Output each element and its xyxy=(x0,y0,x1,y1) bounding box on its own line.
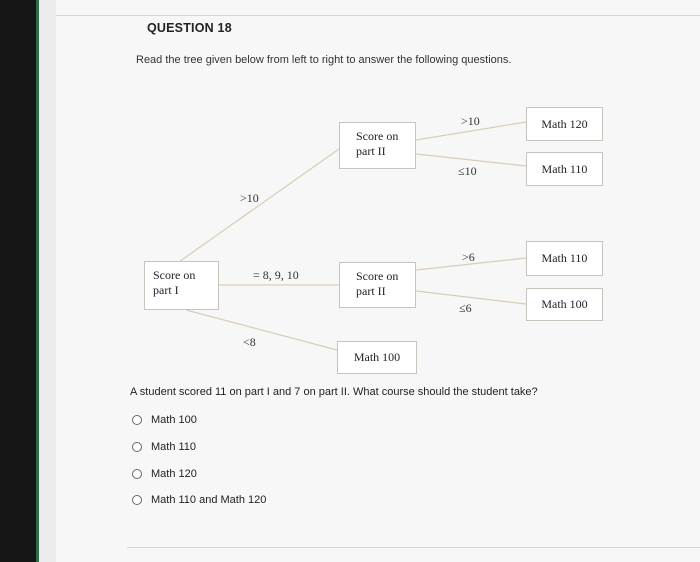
radio-icon[interactable] xyxy=(132,495,142,505)
edge-label-root-middle: = 8, 9, 10 xyxy=(253,268,299,282)
node-score-part-2-upper-line2: part II xyxy=(356,144,386,158)
node-score-part-1-line2: part I xyxy=(153,283,179,297)
node-score-part-2-middle xyxy=(339,262,416,308)
node-math-110-middle: Math 110 xyxy=(526,241,603,276)
edge-label-root-upper: >10 xyxy=(240,191,259,205)
question-instruction: Read the tree given below from left to right to answer the following questions. xyxy=(136,54,512,66)
radio-icon[interactable] xyxy=(132,415,142,425)
option-label: Math 120 xyxy=(151,468,197,480)
node-score-part-2-middle-line1: Score on xyxy=(356,269,399,283)
edge-label-middle-leaf4: ≤6 xyxy=(459,301,472,315)
radio-icon[interactable] xyxy=(132,469,142,479)
divider-bottom xyxy=(127,547,700,548)
node-score-part-1-line1: Score on xyxy=(153,268,196,282)
node-math-100-lower: Math 100 xyxy=(337,341,417,374)
edge-root-lower xyxy=(186,310,337,350)
edge-label-root-lower: <8 xyxy=(243,335,256,349)
node-score-part-2-upper-line1: Score on xyxy=(356,129,399,143)
option-math-100[interactable] xyxy=(132,414,197,426)
node-math-100-middle: Math 100 xyxy=(526,288,603,321)
option-math-120[interactable] xyxy=(132,468,197,480)
radio-icon[interactable] xyxy=(132,442,142,452)
node-score-part-1 xyxy=(144,261,219,310)
option-label: Math 110 xyxy=(151,441,197,453)
node-math-110-upper: Math 110 xyxy=(526,152,603,186)
edge-label-upper-leaf2: ≤10 xyxy=(458,164,477,178)
question-prompt: A student scored 11 on part I and 7 on part II. What course should the student take? xyxy=(130,386,538,398)
node-math-120: Math 120 xyxy=(526,107,603,141)
option-math-110[interactable] xyxy=(132,441,196,453)
edge-root-upper xyxy=(176,149,339,264)
edge-label-upper-leaf1: >10 xyxy=(461,114,480,128)
question-title: QUESTION 18 xyxy=(147,21,232,35)
option-math-110-and-120[interactable] xyxy=(132,494,266,506)
edge-label-middle-leaf3: >6 xyxy=(462,250,475,264)
node-score-part-2-upper xyxy=(339,122,416,169)
option-label: Math 110 and Math 120 xyxy=(151,494,267,506)
option-label: Math 100 xyxy=(151,414,197,426)
node-score-part-2-middle-line2: part II xyxy=(356,284,386,298)
